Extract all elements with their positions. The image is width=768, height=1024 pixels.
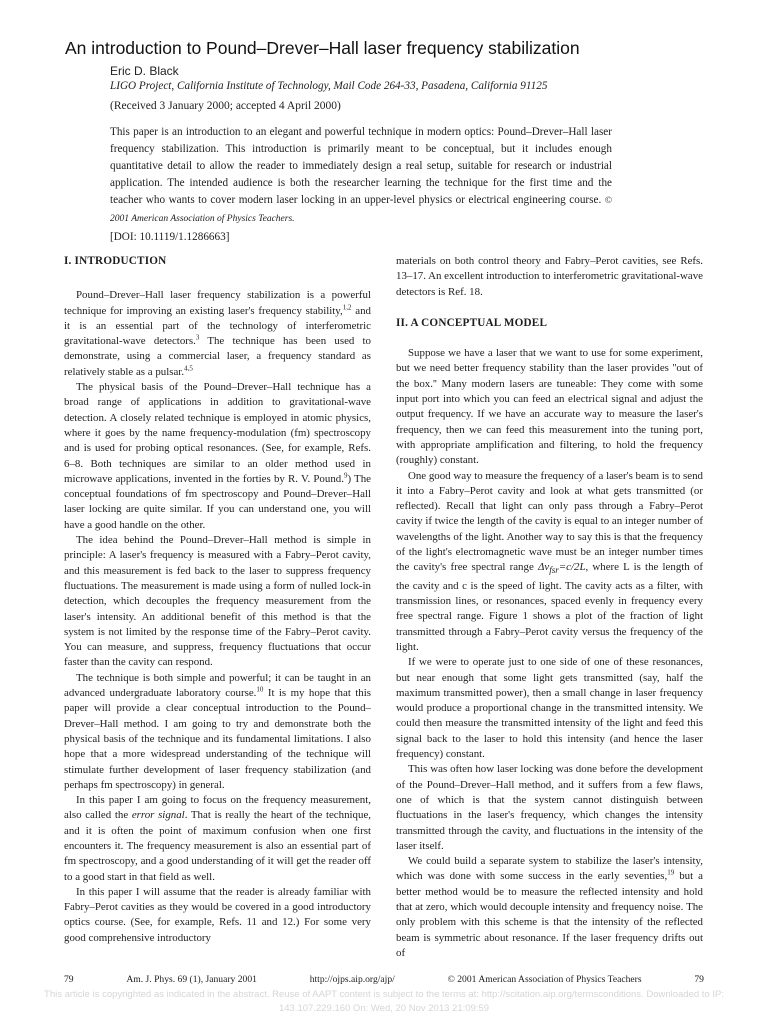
citation: 9 — [343, 471, 348, 480]
left-column — [64, 254, 371, 946]
page-footer — [64, 974, 704, 985]
paragraph: If we were to operate just to one side of one of these resonances, but near enough that some light gets transmitted (say, half the maximum transmitted power), then a small change in laser frequency would produce a proportional change in the transmitted intensity. We could then measure the transmitted intensity of the light and feed this signal back to the laser to hold this intensity (and hence the laser frequency) constant. — [396, 656, 703, 761]
author-name: Eric D. Black — [110, 64, 179, 78]
paragraph: In this paper I will assume that the reader is already familiar with Fabry–Perot cavities as they would be covered in a good introductory optics course. (See, for example, Refs. 11 and 12.) For some very good comprehensive introductory — [64, 885, 371, 944]
citation: 4,5 — [184, 364, 193, 373]
paragraph: We could build a separate system to stabilize the laser's intensity, which was done with some success in the early seventies,$^{19}$ but a better method would be to measure the reflected intensity and hold that at zero, which would decouple intensity and frequency noise. The only problem with this scheme is that the intensity of the reflected beam is symmetric about resonance. If the laser frequency drifts out of — [396, 855, 703, 959]
abstract-copyright: © 2001 American Association of Physics Teachers. — [110, 196, 613, 225]
page-number-left: 79 — [64, 974, 74, 985]
journal-citation: Am. J. Phys. 69 (1), January 2001 — [126, 974, 257, 985]
paragraph: In this paper I am going to focus on the frequency measurement, also called the error signal. That is really the heart of the technique, and it is often the point of maximum confusion when one first encounters it. The frequency measurement is also an essential part of fm spectroscopy, and a good understanding of it will get the reader off to a good start in that field as well. — [64, 794, 371, 883]
journal-url[interactable]: http://ojps.aip.org/ajp/ — [309, 974, 395, 985]
paragraph: The technique is both simple and powerful; it can be taught in an advanced undergraduate laboratory course.$^{10}$ It is my hope that this paper will provide a clear conceptual introduction to the Pound–Drever–Hall method. I am going to try and demonstrate both the physical basis of the technique and its fundamental limitations. I also hope that a more widespread understanding of the technique will stimulate further development of laser frequency stabilization (and perhaps fm spectroscopy) in general. — [64, 671, 372, 791]
equation: $\Delta\nu_{fsr}=c/2L$, — [537, 561, 589, 576]
footer-copyright: © 2001 American Association of Physics Teachers — [447, 974, 642, 985]
paragraph: The physical basis of the Pound–Drever–Hall technique has a broad range of applications in addition to gravitational-wave detection. A closely related technique is employed in atomic physics, where it goes by the name frequency-modulation (fm) spectroscopy and is used for probing optical resonances. (See, for example, Refs. 6–8. Both techniques are similar to an older method used in microwave applications, invented in the forties by R. V. Pound.$^9$) The conceptual foundations of fm spectroscopy and Pound–Drever–Hall laser locking are quite similar. If you can understand one, you will have a good handle on the other. — [64, 381, 371, 531]
abstract — [110, 124, 612, 246]
emphasis: error signal — [131, 809, 185, 822]
page-number-right: 79 — [694, 974, 704, 985]
received-dates: (Received 3 January 2000; accepted 4 April 2000) — [110, 100, 341, 112]
section-heading-introduction: I. INTRODUCTION — [64, 255, 167, 267]
abstract-doi: [DOI: 10.1119/1.1286663] — [110, 230, 230, 243]
paper-title: An introduction to Pound–Drever–Hall laser frequency stabilization — [65, 38, 580, 58]
citation: 10 — [256, 685, 264, 694]
citation: 3 — [195, 333, 200, 342]
abstract-text: This paper is an introduction to an elegant and powerful technique in modern optics: Pound–Drever–Hall laser frequency stabilization. This introduction is primarily meant to be conceptual, but it includes enough quantitative detail to allow the reader to immediately design a real setup, suitable for research or industrial application. The intended audience is both the researcher learning the technique for the first time and the teacher who wants to cover modern laser locking in an upper-level physics or electrical engineering course. — [110, 126, 612, 207]
paragraph: Suppose we have a laser that we want to use for some experiment, but we need better frequency stability than the laser provides ''out of the box.'' Many modern lasers are tuneable: They come with some input port into which you can feed an electrical signal and adjust the output frequency. If we have an accurate way to measure the laser's frequency, then we can feed this measurement into the tuning port, with appropriate amplification and filtering, to hold the frequency (roughly) constant. — [396, 347, 703, 467]
paragraph: materials on both control theory and Fabry–Perot cavities, see Refs. 13–17. An excellent introduction to interferometric gravitational-wave detectors is Ref. 18. — [396, 255, 703, 298]
paragraph: The idea behind the Pound–Drever–Hall method is simple in principle: A laser's frequency is measured with a Fabry–Perot cavity, and this measurement is fed back to the laser to suppress frequency fluctuations. The measurement is made using a form of nulled lock-in detection, which decouples the frequency measurement from the laser's intensity. An additional benefit of this method is that the system is not limited by the response time of the Fabry–Perot cavity. You can measure, and suppress, frequency fluctuations that occur faster than the cavity can respond. — [64, 534, 371, 669]
section-heading-conceptual-model: II. A CONCEPTUAL MODEL — [396, 316, 548, 329]
paragraph: One good way to measure the frequency of a laser's beam is to send it into a Fabry–Perot cavity and look at what gets transmitted (or reflected). Recall that light can only pass through a Fabry–Perot cavity if twice the length of the cavity is equal to an integer number of wavelengths of the light. Another way to say this is that the frequency of the light's electromagnetic wave must be an integer number times the cavity's free spectral range $\Delta\nu_{fsr}=c/2L$, where L is the length of the cavity and c is the speed of light. The cavity acts as a filter, with transmission lines, or resonances, spaced evenly in frequency every free spectral range. Figure 1 shows a plot of the fraction of light transmitted through a Fabry–Perot cavity versus the frequency of the light. — [396, 469, 704, 653]
download-watermark: This article is copyrighted as indicated in the abstract. Reuse of AAPT content is subject to the terms at: http://scitation.aip.org/termsconditions. Downloaded to IP: 143.107.229.160 On: Wed, 20 Nov 2013 21:09:59 — [44, 989, 724, 1014]
paragraph: Pound–Drever–Hall laser frequency stabilization is a powerful technique for improving an existing laser's frequency stability,$^{1,2}$ and it is an essential part of the technology of interferometric gravitational-wave detectors.$^3$ The technique has been used to demonstrate, using a commercial laser, a frequency standard as relatively stable as a pulsar.$^{4,5}$ — [64, 289, 371, 378]
citation: 1,2 — [342, 302, 352, 311]
right-column — [396, 254, 703, 961]
paragraph: This was often how laser locking was done before the development of the Pound–Drever–Hall method, and it suffers from a few flaws, one of which is that the system cannot distinguish between fluctuations in the laser's frequency, which changes the intensity transmitted through the cavity, and fluctuations in the intensity of the laser itself. — [396, 763, 703, 852]
author-affiliation: LIGO Project, California Institute of Technology, Mail Code 264-33, Pasadena, California 91125 — [110, 80, 548, 92]
citation: 19 — [667, 868, 675, 877]
